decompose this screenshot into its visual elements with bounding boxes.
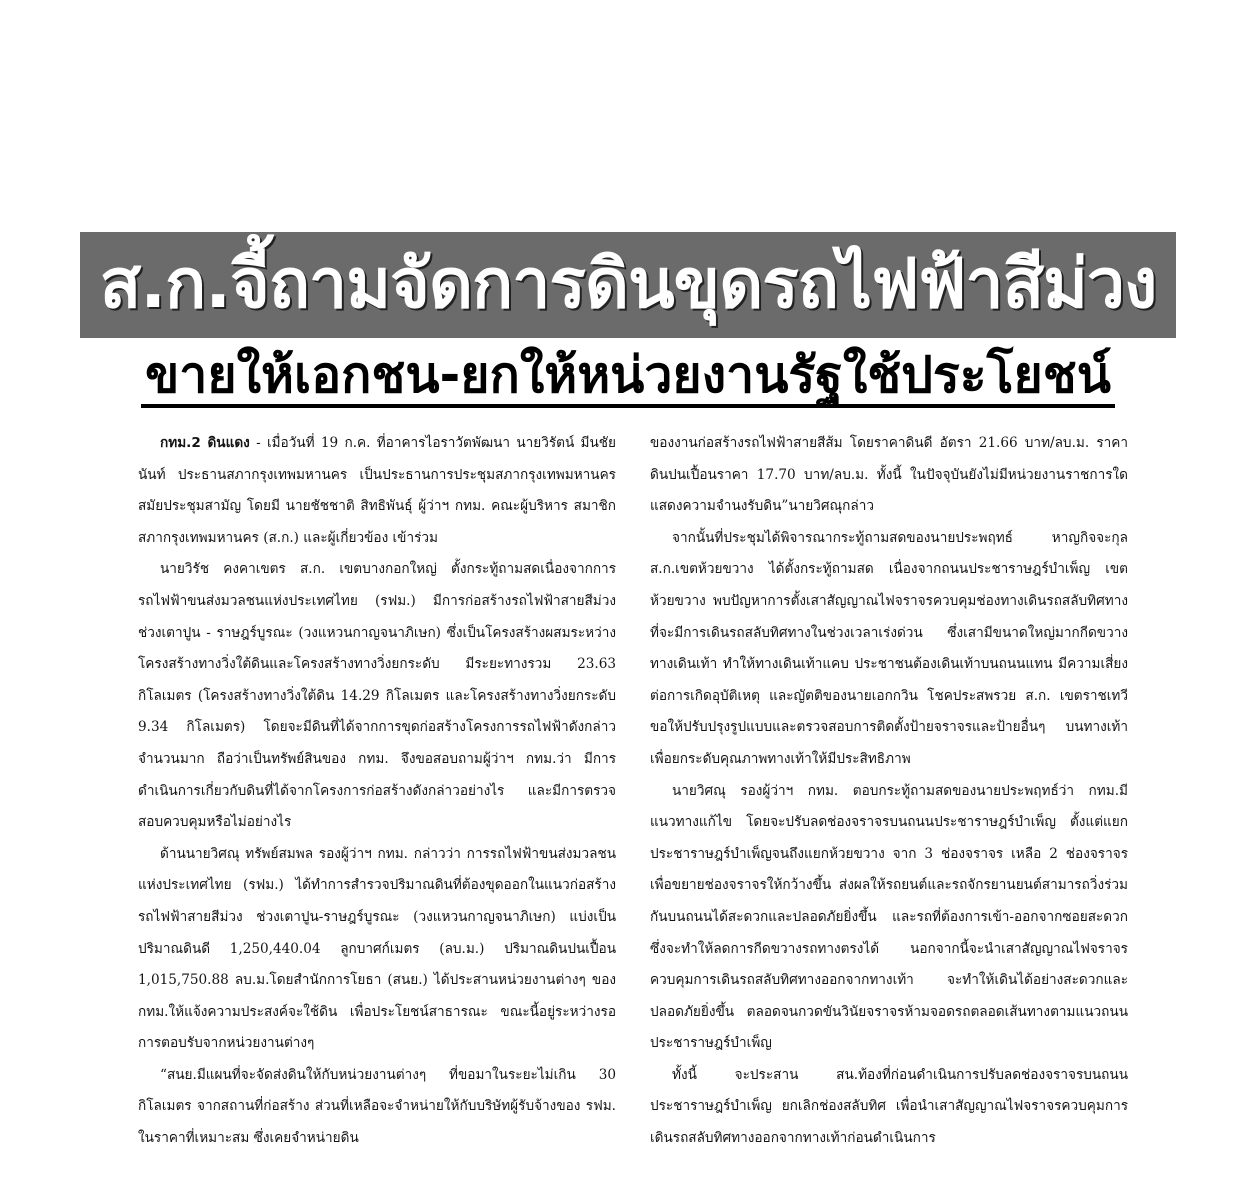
dateline: กทม.2 ดินแดง [160, 435, 250, 451]
paragraph: ของงานก่อสร้างรถไฟฟ้าสายสีส้ม โดยราคาดินดี อัตรา 21.66 บาท/ลบ.ม. ราคาดินปนเปื้อนราคา 17.70 บาท/ลบ.ม. ทั้งนี้ ในปัจจุบันยังไม่มีหน่วยงานราชการใดแสดงความจำนงรับดิน”นายวิศณุกล่าว [650, 435, 1128, 515]
left-column [138, 428, 616, 1155]
paragraph: นายวิศณุ รองผู้ว่าฯ กทม. ตอบกระทู้ถามสดของนายประพฤทธ์ว่า กทม.มีแนวทางแก้ไข โดยจะปรับลดช่องจราจรบนถนนประชาราษฎร์บำเพ็ญ ตั้งแต่แยกประชาราษฎร์บำเพ็ญจนถึงแยกห้วยขวาง จาก 3 ช่องจราจร เหลือ 2 ช่องจราจร เพื่อขยายช่องจราจรให้กว้างขึ้น ส่งผลให้รถยนต์และรถจักรยานยนต์สามารถวิ่งร่วมกันบนถนนได้สะดวกและปลอดภัยยิ่งขึ้น และรถที่ต้องการเข้า-ออกจากซอยสะดวก ซึ่งจะทำให้ลดการกีดขวางรถทางตรงได้ นอกจากนี้จะนำเสาสัญญาณไฟจราจรควบคุมการเดินรถสลับทิศทางออกจากทางเท้า จะทำให้เดินได้อย่างสะดวกและปลอดภัยยิ่งขึ้น ตลอดจนกวดขันวินัยจราจรห้ามจอดรถตลอดเส้นทางตามแนวถนนประชาราษฎร์บำเพ็ญ [650, 782, 1128, 1052]
headline: ส.ก.จี้ถามจัดการดินขุดรถไฟฟ้าสีม่วง [99, 245, 1157, 324]
headline-banner [80, 232, 1176, 338]
subheadline-container [80, 346, 1176, 412]
paragraph [138, 428, 616, 554]
right-column [650, 428, 1128, 1155]
paragraph: นายวิรัช คงคาเขตร ส.ก. เขตบางกอกใหญ่ ตั้งกระทู้ถามสดเนื่องจากการรถไฟฟ้าขนส่งมวลชนแห่งประเทศไทย (รฟม.) มีการก่อสร้างรถไฟฟ้าสายสีม่วง ช่วงเตาปูน - ราษฎร์บูรณะ (วงแหวนกาญจนาภิเษก) ซึ่งเป็นโครงสร้างผสมระหว่างโครงสร้างทางวิ่งใต้ดินและโครงสร้างทางวิ่งยกระดับ มีระยะทางรวม 23.63 กิโลเมตร (โครงสร้างทางวิ่งใต้ดิน 14.29 กิโลเมตร และโครงสร้างทางวิ่งยกระดับ 9.34 กิโลเมตร) โดยจะมีดินที่ได้จากการขุดก่อสร้างโครงการรถไฟฟ้าดังกล่าวจำนวนมาก ถือว่าเป็นทรัพย์สินของ กทม. จึงขอสอบถามผู้ว่าฯ กทม.ว่า มีการดำเนินการเกี่ยวกับดินที่ได้จากโครงการก่อสร้างดังกล่าวอย่างไร และมีการตรวจสอบควบคุมหรือไม่อย่างไร [138, 561, 616, 831]
subheadline: ขายให้เอกชน-ยกให้หน่วยงานรัฐใช้ประโยชน์ [141, 346, 1115, 408]
paragraph-text: - เมื่อวันที่ 19 ก.ค. ที่อาคารไอราวัตพัฒนา นายวิรัตน์ มีนชัยนันท์ ประธานสภากรุงเทพมหานคร เป็นประธานการประชุมสภากรุงเทพมหานครสมัยประชุมสามัญ โดยมี นายชัชชาติ สิทธิพันธุ์ ผู้ว่าฯ กทม. คณะผู้บริหาร สมาชิกสภากรุงเทพมหานคร (ส.ก.) และผู้เกี่ยวข้อง เข้าร่วม [138, 435, 616, 546]
paragraph: ด้านนายวิศณุ ทรัพย์สมพล รองผู้ว่าฯ กทม. กล่าวว่า การรถไฟฟ้าขนส่งมวลชนแห่งประเทศไทย (รฟม.) ได้ทำการสำรวจปริมาณดินที่ต้องขุดออกในแนวก่อสร้างรถไฟฟ้าสายสีม่วง ช่วงเตาปูน-ราษฎร์บูรณะ (วงแหวนกาญจนาภิเษก) แบ่งเป็น ปริมาณดินดี 1,250,440.04 ลูกบาศก์เมตร (ลบ.ม.) ปริมาณดินปนเปื้อน 1,015,750.88 ลบ.ม.โดยสำนักการโยธา (สนย.) ได้ประสานหน่วยงานต่างๆ ของ กทม.ให้แจ้งความประสงค์จะใช้ดิน เพื่อประโยชน์สาธารณะ ขณะนี้อยู่ระหว่างรอการตอบรับจากหน่วยงานต่างๆ [138, 845, 616, 1052]
paragraph: ทั้งนี้ จะประสาน สน.ท้องที่ก่อนดำเนินการปรับลดช่องจราจรบนถนนประชาราษฎร์บำเพ็ญ ยกเลิกช่องสลับทิศ เพื่อนำเสาสัญญาณไฟจราจรควบคุมการเดินรถสลับทิศทางออกจากทางเท้าก่อนดำเนินการ [650, 1066, 1128, 1147]
paragraph: จากนั้นที่ประชุมได้พิจารณากระทู้ถามสดของนายประพฤทธ์ หาญกิจจะกุล ส.ก.เขตห้วยขวาง ได้ตั้งกระทู้ถามสด เนื่องจากถนนประชาราษฎร์บำเพ็ญ เขตห้วยขวาง พบปัญหาการตั้งเสาสัญญาณไฟจราจรควบคุมช่องทางเดินรถสลับทิศทาง ที่จะมีการเดินรถสลับทิศทางในช่วงเวลาเร่งด่วน ซึ่งเสามีขนาดใหญ่มากกีดขวางทางเดินเท้า ทำให้ทางเดินเท้าแคบ ประชาชนต้องเดินเท้าบนถนนแทน มีความเสี่ยงต่อการเกิดอุบัติเหตุ และญัตติของนายเอกกวิน โชคประสพรวย ส.ก. เขตราชเทวี ขอให้ปรับปรุงรูปแบบและตรวจสอบการติดตั้งป้ายจราจรและป้ายอื่นๆ บนทางเท้า เพื่อยกระดับคุณภาพทางเท้าให้มีประสิทธิภาพ [650, 529, 1128, 767]
paragraph: “สนย.มีแผนที่จะจัดส่งดินให้กับหน่วยงานต่างๆ ที่ขอมาในระยะไม่เกิน 30 กิโลเมตร จากสถานที่ก่อสร้าง ส่วนที่เหลือจะจำหน่ายให้กับบริษัทผู้รับจ้างของ รฟม. ในราคาที่เหมาะสม ซึ่งเคยจำหน่ายดิน [138, 1066, 616, 1147]
